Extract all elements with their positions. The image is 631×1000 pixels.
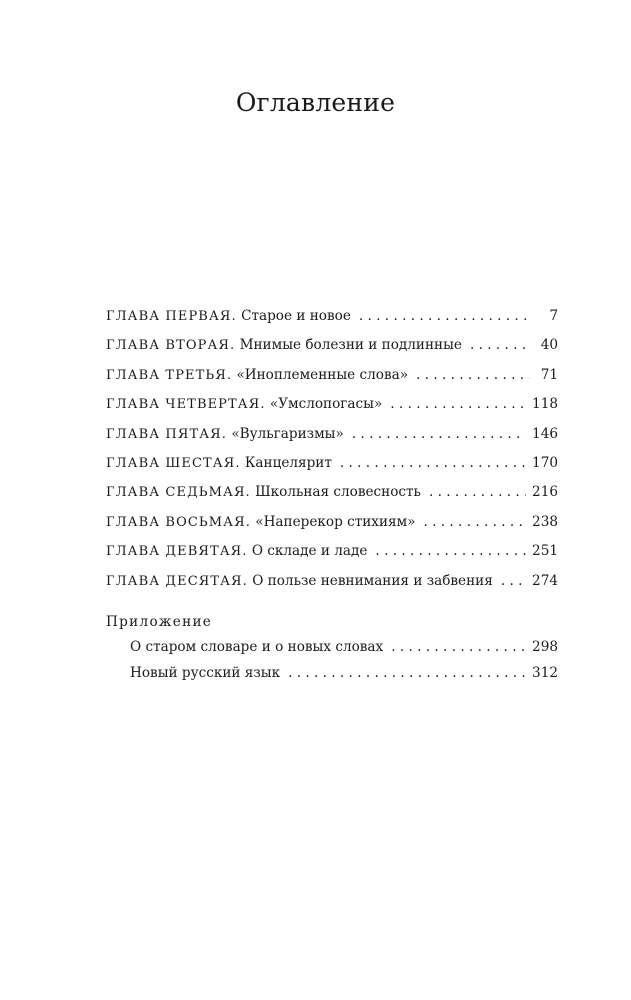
table-of-contents [106, 302, 558, 686]
chapter-title: «Умслопогасы» [269, 396, 383, 413]
toc-entry-chapter-8[interactable] [106, 508, 558, 537]
chapter-title: «Вульгаризмы» [231, 425, 344, 442]
toc-entry-chapter-5[interactable] [106, 420, 558, 449]
page-number: 7 [549, 308, 558, 324]
toc-entry-chapter-7[interactable] [106, 478, 558, 507]
toc-entry-text [106, 331, 462, 360]
chapter-number: ГЛАВА ПЕРВАЯ. [106, 309, 237, 324]
leader-dots [423, 508, 526, 537]
leader-dots [390, 390, 526, 419]
toc-entry-appendix-1[interactable] [130, 634, 558, 660]
chapter-title: «Иноплеменные слова» [236, 366, 409, 383]
toc-entry-text [106, 567, 493, 596]
toc-entry-chapter-3[interactable] [106, 361, 558, 390]
chapter-title: Мнимые болезни и подлинные [239, 337, 462, 354]
leader-dots [429, 478, 526, 507]
page-number: 71 [540, 366, 558, 383]
chapter-title: Школьная словесность [255, 484, 421, 501]
leader-dots [352, 420, 526, 449]
toc-entry-text [106, 449, 332, 478]
chapter-number: ГЛАВА СЕДЬМАЯ. [106, 485, 251, 501]
chapter-title: О пользе невнимания и забвения [252, 572, 493, 589]
toc-entry-chapter-6[interactable] [106, 449, 558, 478]
page-number: 40 [540, 337, 558, 354]
toc-entry-text [106, 478, 421, 507]
chapter-title: О складе и ладе [251, 543, 368, 560]
appendix-heading: Приложение [106, 614, 213, 631]
chapter-title: Канцелярит [244, 455, 332, 472]
appendix-title: Новый русский язык [130, 665, 281, 682]
chapter-number: ГЛАВА ВОСЬМАЯ. [106, 514, 251, 530]
appendix-title: О старом словаре и о новых словах [130, 639, 384, 656]
chapter-number: ГЛАВА ТРЕТЬЯ. [106, 367, 233, 383]
page-number: 118 [532, 396, 558, 413]
toc-entry-appendix-2[interactable] [130, 660, 558, 686]
toc-entry-text [106, 361, 408, 390]
chapter-number: ГЛАВА ДЕВЯТАЯ. [106, 544, 248, 560]
page-number: 238 [532, 513, 558, 530]
toc-entry-chapter-4[interactable] [106, 390, 558, 419]
chapter-number: ГЛАВА ДЕСЯТАЯ. [106, 573, 248, 589]
page-number: 146 [532, 425, 558, 442]
toc-entry-text [106, 390, 382, 419]
leader-dots [391, 634, 526, 660]
page-title: Оглавление [235, 88, 396, 117]
page-number: 170 [532, 455, 558, 472]
leader-dots [501, 567, 526, 596]
appendix-list [106, 634, 558, 686]
leader-dots [416, 361, 530, 390]
toc-entry-chapter-10[interactable] [106, 567, 558, 596]
page-number: 298 [532, 639, 558, 656]
toc-entry-text [106, 508, 415, 537]
chapter-number: ГЛАВА ВТОРАЯ. [106, 338, 236, 354]
leader-dots [470, 331, 530, 360]
chapter-number: ГЛАВА ШЕСТАЯ. [106, 456, 241, 472]
toc-entry-text [106, 420, 344, 449]
page-number: 251 [532, 543, 558, 560]
leader-dots [375, 537, 526, 566]
leader-dots [359, 302, 530, 331]
page-number: 216 [532, 484, 558, 501]
toc-entry-text [106, 302, 351, 331]
leader-dots [340, 449, 526, 478]
leader-dots [288, 660, 526, 686]
chapter-title: Старое и новое [241, 308, 351, 324]
page-number: 274 [532, 572, 558, 589]
chapter-number: ГЛАВА ПЯТАЯ. [106, 426, 228, 442]
toc-entry-chapter-9[interactable] [106, 537, 558, 566]
page-number: 312 [532, 665, 558, 682]
toc-entry-chapter-1[interactable] [106, 302, 558, 331]
toc-entry-chapter-2[interactable] [106, 331, 558, 360]
chapter-number: ГЛАВА ЧЕТВЕРТАЯ. [106, 397, 266, 413]
chapter-title: «Наперекор стихиям» [255, 513, 416, 530]
toc-entry-text [106, 537, 367, 566]
